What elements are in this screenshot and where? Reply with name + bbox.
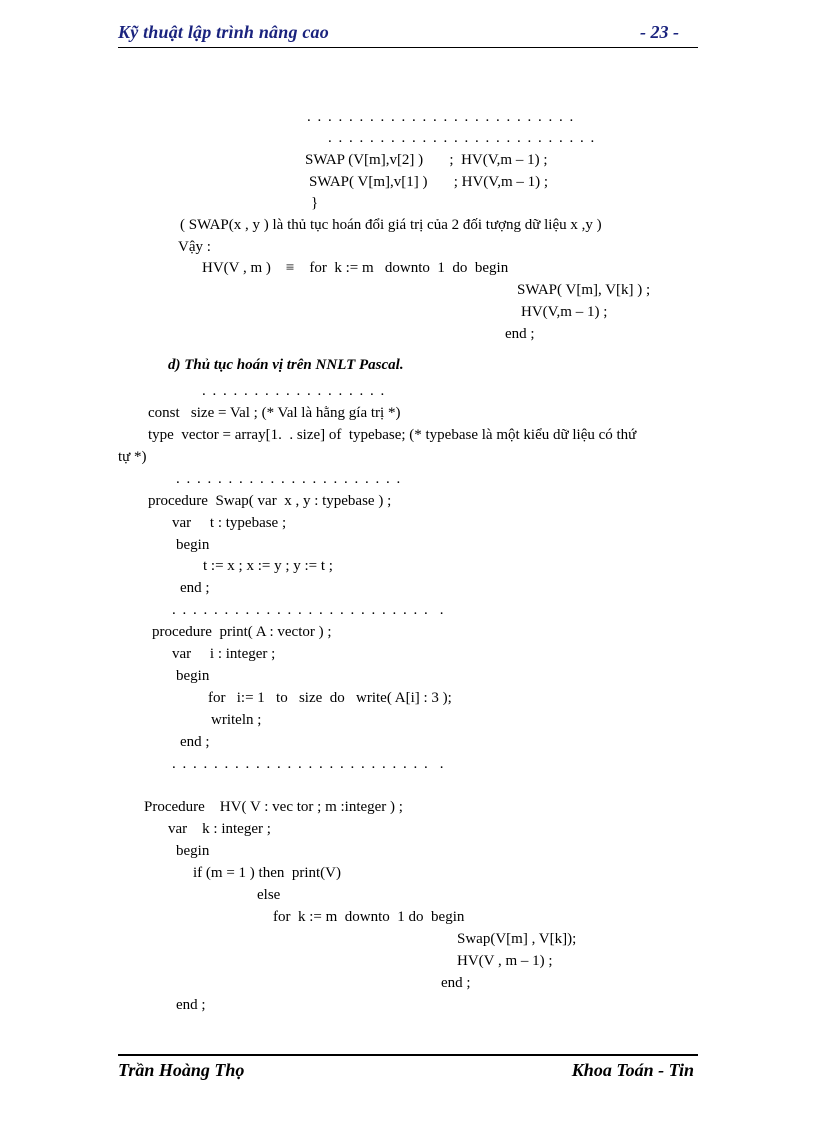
code-line: if (m = 1 ) then print(V)	[193, 865, 342, 881]
ellipsis-line: . . . . . . . . . . . . . . . . . .	[202, 383, 386, 399]
footer-author: Trần Hoàng Thọ	[118, 1060, 245, 1080]
code-line: HV(V,m – 1) ;	[521, 304, 608, 320]
text-line: Vậy :	[178, 239, 211, 255]
code-line: begin	[176, 668, 210, 684]
code-line: const size = Val ; (* Val là hằng gía trị *)	[148, 405, 401, 421]
code-line: Procedure HV( V : vec tor ; m :integer ) ;	[144, 799, 403, 815]
header-rule	[118, 47, 698, 48]
ellipsis-line: . . . . . . . . . . . . . . . . . . . . . . . . . .	[328, 130, 596, 146]
ellipsis-line: . . . . . . . . . . . . . . . . . . . . . .	[176, 471, 402, 487]
code-line: var t : typebase ;	[172, 515, 287, 531]
code-line: Swap(V[m] , V[k]);	[457, 931, 577, 947]
code-line: writeln ;	[211, 712, 262, 728]
code-line: for i:= 1 to size do write( A[i] : 3 );	[208, 690, 452, 706]
code-line: end ;	[180, 580, 210, 596]
ellipsis-line: . . . . . . . . . . . . . . . . . . . . . . . . . .	[307, 109, 575, 125]
ellipsis-line: . . . . . . . . . . . . . . . . . . . . . . . . . .	[172, 756, 445, 772]
code-line: }	[311, 195, 319, 211]
code-line: end ;	[180, 734, 210, 750]
ellipsis-line: . . . . . . . . . . . . . . . . . . . . . . . . . .	[172, 602, 445, 618]
code-line: SWAP( V[m], V[k] ) ;	[517, 282, 651, 298]
code-line: tự *)	[118, 449, 147, 465]
code-line: procedure Swap( var x , y : typebase ) ;	[148, 493, 392, 509]
page-number: - 23 -	[640, 22, 679, 42]
code-line: SWAP( V[m],v[1] ) ; HV(V,m – 1) ;	[309, 174, 549, 190]
text-line: ( SWAP(x , y ) là thủ tục hoán đổi giá trị của 2 đối tượng dữ liệu x ,y )	[180, 217, 602, 233]
code-line: begin	[176, 537, 210, 553]
footer-department: Khoa Toán - Tin	[571, 1060, 694, 1080]
code-line: t := x ; x := y ; y := t ;	[203, 558, 333, 574]
code-line: HV(V , m ) ≡ for k := m downto 1 do begin	[202, 260, 509, 276]
code-line: SWAP (V[m],v[2] ) ; HV(V,m – 1) ;	[305, 152, 548, 168]
code-line: var k : integer ;	[168, 821, 271, 837]
code-line: procedure print( A : vector ) ;	[152, 624, 332, 640]
code-line: end ;	[441, 975, 471, 991]
header-title: Kỹ thuật lập trình nâng cao	[118, 22, 329, 42]
footer-rule	[118, 1054, 698, 1056]
code-line: var i : integer ;	[172, 646, 276, 662]
code-line: HV(V , m – 1) ;	[457, 953, 553, 969]
code-line: end ;	[176, 997, 206, 1013]
code-line: for k := m downto 1 do begin	[273, 909, 465, 925]
section-heading: d) Thủ tục hoán vị trên NNLT Pascal.	[168, 357, 404, 373]
code-line: else	[257, 887, 281, 903]
code-line: begin	[176, 843, 210, 859]
code-line: type vector = array[1. . size] of typebase; (* typebase là một kiểu dữ liệu có thứ	[148, 427, 637, 443]
code-line: end ;	[505, 326, 535, 342]
